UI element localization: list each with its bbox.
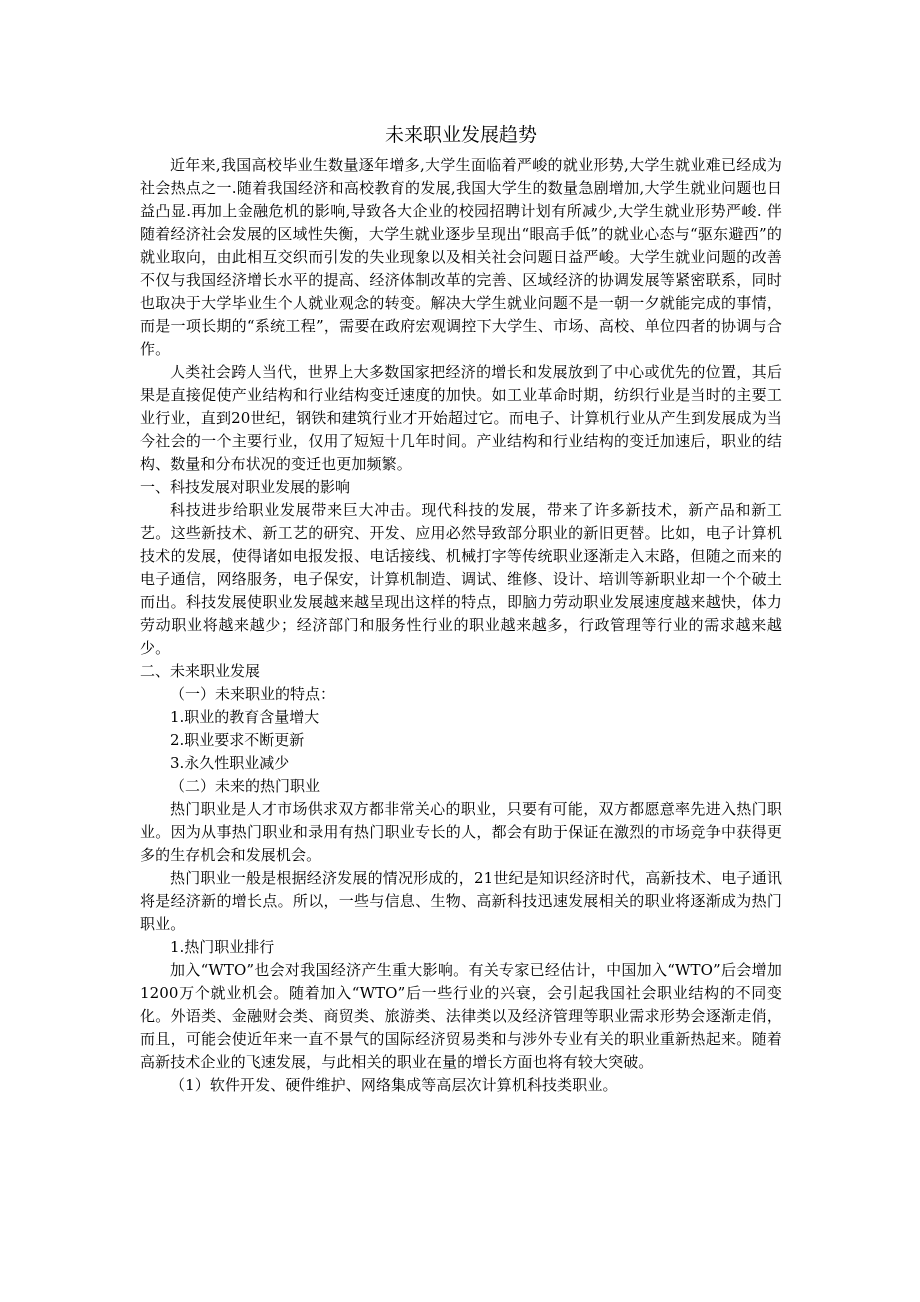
- hot-jobs-paragraph-1: 热门职业是人才市场供求双方都非常关心的职业，只要有可能，双方都愿意率先进入热门职业。因为从事热门职业和录用有热门职业专长的人，都会有助于保证在激烈的市场竞争中获得更多的生存机会和发展机会。: [140, 800, 782, 864]
- section-1-heading: 一、科技发展对职业发展的影响: [140, 478, 351, 496]
- section-2-heading: 二、未来职业发展: [140, 662, 261, 680]
- subsection-1-heading: （一）未来职业的特点：: [170, 685, 336, 703]
- subsection-2-heading: （二）未来的热门职业: [170, 777, 321, 795]
- intro-paragraph-2: 人类社会跨人当代，世界上大多数国家把经济的增长和发展放到了中心或优先的位置，其后果是直接促使产业结构和行业结构变迁速度的加快。如工业革命时期，纺织行业是当时的主要工业行业，直到20世纪，钢铁和建筑行业才开始超过它。而电子、计算机行业从产生到发展成为当今社会的一个主要行业，仅用了短短十几年时间。产业结构和行业结构的变迁加速后，职业的结构、数量和分布状况的变迁也更加频繁。: [140, 363, 782, 473]
- intro-paragraph-1: 近年来,我国高校毕业生数量逐年增多,大学生面临着严峻的就业形势,大学生就业难已经成为社会热点之一.随着我国经济和高校教育的发展,我国大学生的数量急剧增加,大学生就业问题也日益凸显.再加上金融危机的影响,导致各大企业的校园招聘计划有所减少,大学生就业形势严峻. 伴随着经济社会发展的区域性失衡，大学生就业逐步呈现出“眼高手低”的就业心态与“驱东避西”的就业取向，由此相互交织而引发的失业现象以及相关社会问题日益严峻。大学生就业问题的改善不仅与我国经济增长水平的提高、经济体制改革的完善、区域经济的协调发展等紧密联系，同时也取决于大学毕业生个人就业观念的转变。解决大学生就业问题不是一朝一夕就能完成的事情，而是一项长期的“系统工程”，需要在政府宏观调控下大学生、市场、高校、单位四者的协调与合作。: [140, 156, 782, 358]
- ranking-item-1: （1）软件开发、硬件维护、网络集成等高层次计算机科技类职业。: [170, 1076, 618, 1094]
- document-title: 未来职业发展趋势: [384, 124, 537, 146]
- feature-item-3: 3.永久性职业减少: [170, 754, 290, 772]
- hot-jobs-paragraph-2: 热门职业一般是根据经济发展的情况形成的，21世纪是知识经济时代，高新技术、电子通讯将是经济新的增长点。所以，一些与信息、生物、高新科技迅速发展相关的职业将逐渐成为热门职业。: [140, 869, 782, 933]
- feature-item-2: 2.职业要求不断更新: [170, 731, 305, 749]
- document-page: [140, 118, 782, 1097]
- section-1-paragraph: 科技进步给职业发展带来巨大冲击。现代科技的发展，带来了许多新技术，新产品和新工艺。这些新技术、新工艺的研究、开发、应用必然导致部分职业的新旧更替。比如，电子计算机技术的发展，使得诸如电报发报、电话接线、机械打字等传统职业逐渐走入末路，但随之而来的电子通信，网络服务，电子保安，计算机制造、调试、维修、设计、培训等新职业却一个个破土而出。科技发展使职业发展越来越呈现出这样的特点，即脑力劳动职业发展速度越来越快，体力劳动职业将越来越少；经济部门和服务性行业的职业越来越多，行政管理等行业的需求越来越少。: [140, 501, 782, 657]
- ranking-paragraph: 加入“WTO”也会对我国经济产生重大影响。有关专家已经估计，中国加入“WTO”后会增加1200万个就业机会。随着加入“WTO”后一些行业的兴衰，会引起我国社会职业结构的不同变化。外语类、金融财会类、商贸类、旅游类、法律类以及经济管理等职业需求形势会逐渐走俏，而且，可能会使近年来一直不景气的国际经济贸易类和与涉外专业有关的职业重新热起来。随着高新技术企业的飞速发展，与此相关的职业在量的增长方面也将有较大突破。: [140, 961, 782, 1071]
- feature-item-1: 1.职业的教育含量增大: [170, 708, 320, 726]
- ranking-heading: 1.热门职业排行: [170, 938, 275, 956]
